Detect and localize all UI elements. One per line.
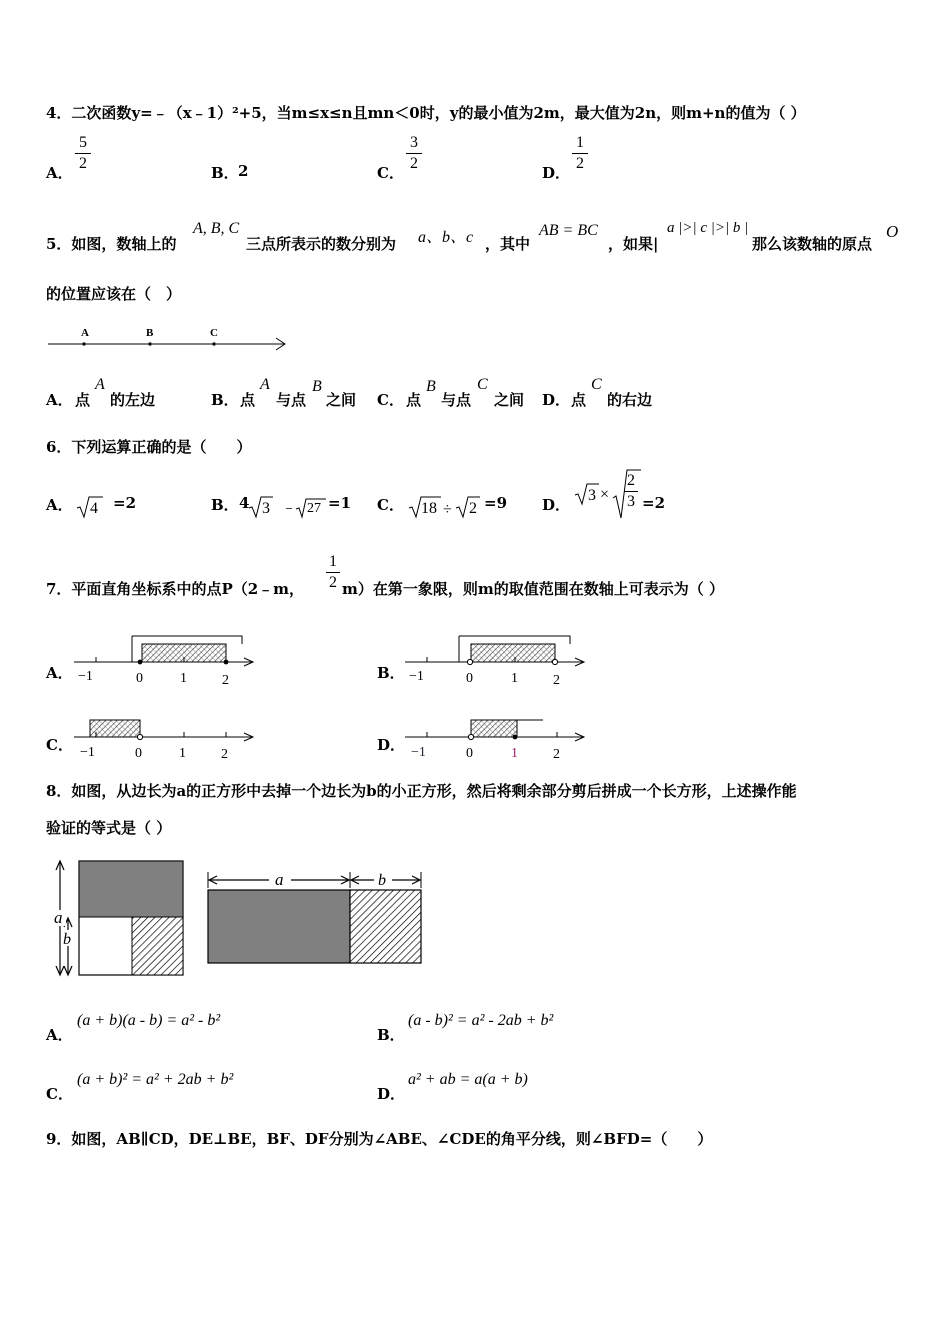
q7-d-tick-0: 0 — [466, 746, 473, 761]
q7-number-line-a — [74, 632, 259, 690]
q5-option-d-post: 的右边 — [607, 391, 653, 409]
q6-option-d-label: D． — [542, 496, 571, 514]
q6-option-d-num: 2 — [627, 472, 635, 489]
q7-stem-a: 7．平面直角坐标系中的点P（2﹣m， — [46, 580, 305, 598]
q6-option-d-fraction — [624, 472, 638, 511]
q5-option-d-pre: 点 — [571, 391, 587, 409]
q5-option-c-p1: B — [426, 378, 436, 395]
q6-option-c-label: C． — [377, 496, 404, 514]
q5-stem-e: 那么该数轴的原点 — [752, 235, 873, 253]
q4-option-d-num: 1 — [576, 134, 584, 151]
q7-number-line-b — [405, 632, 590, 690]
q5-values-abc: a、b、c — [418, 229, 474, 246]
q6-option-b-result: =1 — [328, 494, 352, 512]
q6-option-d-times: × — [600, 486, 610, 503]
q4-option-d-label: D． — [542, 164, 571, 182]
q7-frac-num: 1 — [329, 553, 337, 570]
q5-axis-label-b: B — [146, 327, 154, 339]
q8-option-b-expr: (a - b)² = a² - 2ab + b² — [408, 1012, 554, 1029]
q5-option-a-pre: 点 — [75, 391, 91, 409]
q7-number-line-c — [74, 712, 259, 762]
q7-c-tick-2: 2 — [221, 747, 228, 762]
q7-c-tick-1: 1 — [179, 746, 186, 761]
q6-option-c-radicand-1: 18 — [421, 500, 437, 517]
q5-points-abc: A, B, C — [193, 220, 240, 237]
q5-option-c-post: 之间 — [494, 391, 525, 409]
q6-stem: 6．下列运算正确的是（ ） — [46, 438, 252, 456]
q8-option-c-label: C． — [46, 1085, 73, 1103]
q5-axis-label-a: A — [81, 327, 89, 339]
q6-option-c-divide: ÷ — [443, 501, 452, 518]
q5-option-d-p1: C — [591, 376, 602, 393]
q5-option-c-pre: 点 — [406, 391, 422, 409]
q7-a-tick-1: 1 — [180, 671, 187, 686]
q8-rect-label-a: a — [275, 870, 284, 889]
q6-option-c-radicand-2: 2 — [469, 500, 477, 517]
q5-option-b-post: 之间 — [326, 391, 357, 409]
q8-figure-square — [46, 856, 188, 980]
q5-origin-o: O — [886, 222, 899, 241]
q5-stem-a: 5．如图，数轴上的 — [46, 235, 177, 253]
q4-option-a-fraction — [75, 134, 91, 173]
q5-option-a-post: 的左边 — [110, 391, 156, 409]
q7-d-tick-2: 2 — [553, 747, 560, 762]
q5-option-c-mid: 与点 — [441, 391, 472, 409]
q5-stem-c: ，其中 — [485, 235, 531, 253]
q6-option-d-radicand-1: 3 — [588, 487, 596, 504]
q5-option-b-pre: 点 — [240, 391, 256, 409]
q6-option-a-result: =2 — [113, 494, 137, 512]
q7-b-tick-1: 1 — [511, 671, 518, 686]
q8-option-d-expr: a² + ab = a(a + b) — [408, 1071, 528, 1088]
q7-c-tick-0: 0 — [135, 746, 142, 761]
q4-option-c-label: C． — [377, 164, 404, 182]
q7-a-tick-2: 2 — [222, 673, 229, 688]
q8-option-a-label: A． — [46, 1026, 73, 1044]
q4-option-a-den: 2 — [79, 155, 87, 172]
q7-stem-b: m）在第一象限，则m的取值范围在数轴上可表示为（ ） — [342, 580, 724, 598]
q7-d-tick-1: 1 — [511, 746, 518, 761]
q5-option-a-label: A． — [46, 391, 73, 409]
q5-eq-ab-bc: AB = BC — [539, 222, 598, 239]
q5-option-a-p1: A — [95, 376, 105, 393]
q5-option-c-label: C． — [377, 391, 404, 409]
q5-axis-label-c: C — [210, 327, 218, 339]
q8-fig-label-a: a — [54, 908, 63, 927]
q5-option-b-p1: A — [260, 376, 270, 393]
q4-option-a-label: A． — [46, 164, 73, 182]
q6-option-a-radicand: 4 — [90, 500, 98, 517]
q7-option-b-label: B． — [377, 664, 405, 682]
q7-c-tick-neg1: −1 — [80, 745, 95, 760]
q4-option-d-fraction — [572, 134, 588, 173]
q4-option-b-label: B． — [211, 164, 239, 182]
q6-option-d-result: =2 — [642, 494, 666, 512]
q5-option-b-label: B． — [211, 391, 239, 409]
q6-option-b-radicand-2: 27 — [307, 501, 321, 516]
q8-fig-label-b: b — [63, 931, 71, 948]
q5-option-b-mid: 与点 — [276, 391, 307, 409]
q7-b-tick-0: 0 — [466, 671, 473, 686]
q5-option-c-p2: C — [477, 376, 488, 393]
q8-option-a-expr: (a + b)(a - b) = a² - b² — [77, 1012, 221, 1029]
q7-number-line-d — [405, 712, 590, 762]
q7-option-d-label: D． — [377, 736, 406, 754]
q5-inequality: a |>| c |>| b | — [667, 220, 749, 236]
q4-option-c-fraction — [406, 134, 422, 173]
q7-frac-den: 2 — [329, 574, 337, 591]
q7-fraction — [326, 553, 340, 592]
q8-option-d-label: D． — [377, 1085, 406, 1103]
q4-option-b-value: 2 — [238, 162, 249, 180]
q4-option-d-den: 2 — [576, 155, 584, 172]
q8-rect-label-b: b — [378, 872, 386, 889]
q4-option-c-den: 2 — [410, 155, 418, 172]
q7-option-c-label: C． — [46, 736, 73, 754]
q4-stem: 4．二次函数y=﹣（x﹣1）²+5，当m≤x≤n且mn＜0时，y的最小值为2m，最大值为2n，则m+n的值为（ ） — [46, 104, 806, 122]
q7-b-tick-2: 2 — [553, 673, 560, 688]
q6-option-d-den: 3 — [627, 493, 635, 510]
q7-b-tick-neg1: −1 — [409, 669, 424, 684]
q5-stem-d: ，如果| — [608, 235, 659, 253]
q8-option-c-expr: (a + b)² = a² + 2ab + b² — [77, 1071, 234, 1088]
q7-a-tick-0: 0 — [136, 671, 143, 686]
q5-number-line — [46, 322, 291, 352]
q7-option-a-label: A． — [46, 664, 73, 682]
q8-option-b-label: B． — [377, 1026, 405, 1044]
q7-a-tick-neg1: −1 — [78, 669, 93, 684]
q5-option-d-label: D． — [542, 391, 571, 409]
q5-stem-b: 三点所表示的数分别为 — [246, 235, 397, 253]
q4-option-a-num: 5 — [79, 134, 87, 151]
q6-option-c-result: =9 — [484, 494, 508, 512]
q6-option-b-radicand-1: 3 — [262, 500, 270, 517]
q8-stem-line1: 8．如图，从边长为a的正方形中去掉一个边长为b的小正方形，然后将剩余部分剪后拼成一个长方形，上述操作能 — [46, 782, 797, 800]
q7-d-tick-neg1: −1 — [411, 745, 426, 760]
q5-option-b-p2: B — [312, 378, 322, 395]
q6-option-b-label: B． — [211, 496, 239, 514]
q8-stem-line2: 验证的等式是（ ） — [46, 819, 172, 837]
q8-figure-rectangle — [205, 866, 427, 970]
q5-stem-f: 的位置应该在（ ） — [46, 285, 182, 303]
q6-option-b-minus: ﹣ — [281, 499, 298, 516]
q6-option-b-coef: 4 — [239, 494, 250, 512]
q4-option-c-num: 3 — [410, 134, 418, 151]
q9-stem: 9．如图，AB∥CD，DE⊥BE，BF、DF分别为∠ABE、∠CDE的角平分线，则∠BFD=（ ） — [46, 1130, 713, 1148]
q6-option-a-label: A． — [46, 496, 73, 514]
